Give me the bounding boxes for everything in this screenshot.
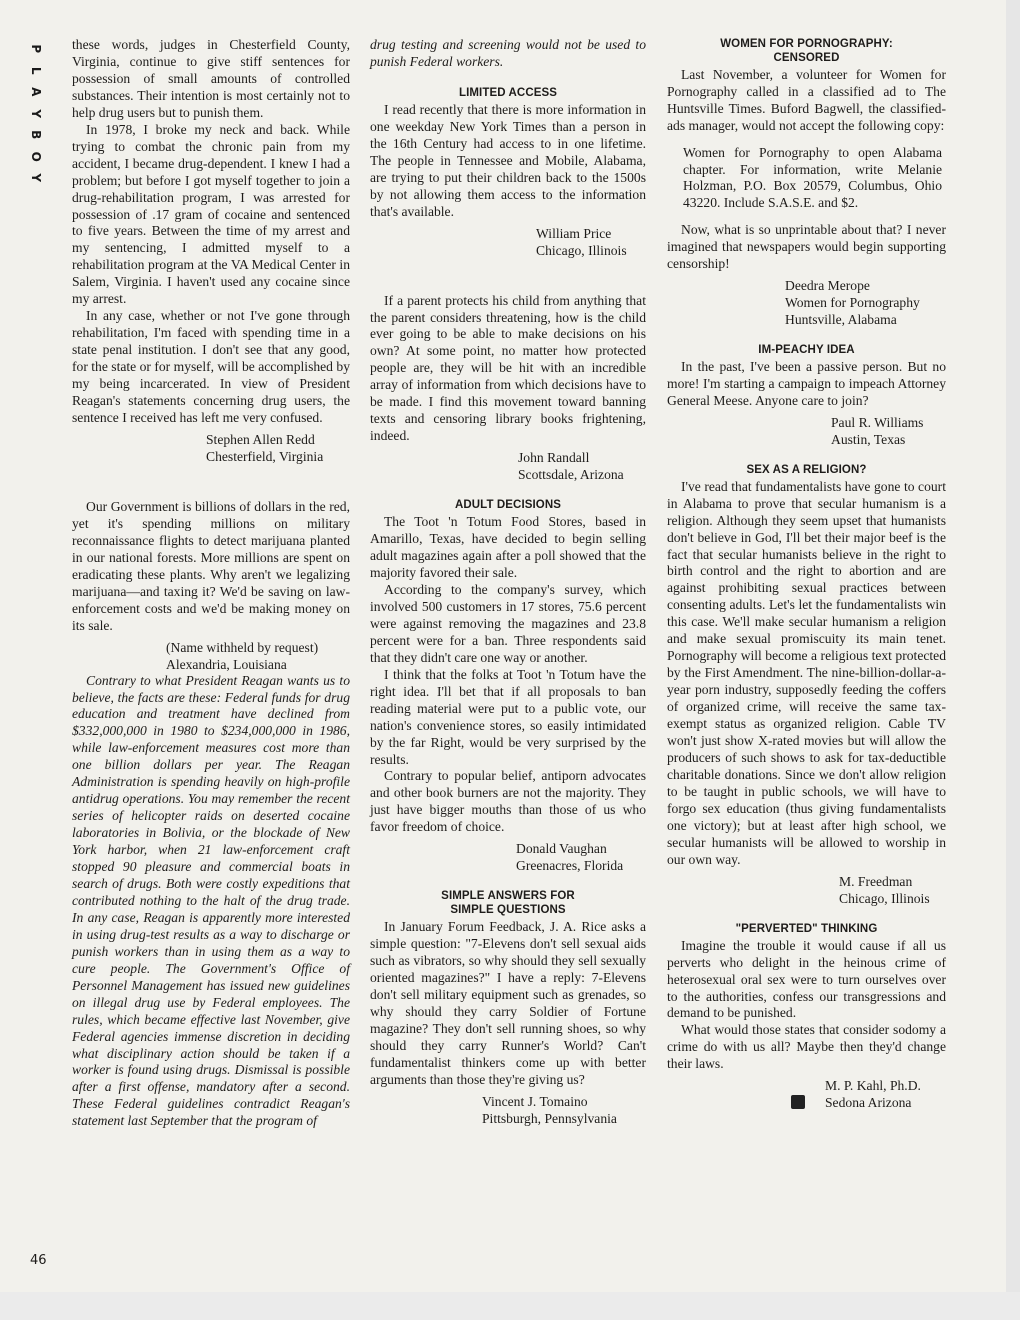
column-3 [667, 37, 946, 1112]
spacer [72, 465, 350, 499]
signature-place: Scottsdale, Arizona [518, 467, 624, 483]
page-bottom-edge [0, 1292, 1020, 1320]
signature-place: Austin, Texas [831, 431, 906, 447]
section-heading: IM-PEACHY IDEA [758, 343, 855, 356]
signature-place: Huntsville, Alabama [785, 311, 897, 327]
letter-signature [667, 873, 946, 907]
letter-signature [370, 449, 646, 483]
section-heading: SEX AS A RELIGION? [746, 463, 867, 476]
signature-name: Stephen Allen Redd [206, 431, 315, 447]
section-heading: LIMITED ACCESS [458, 86, 558, 99]
letter-paragraph: I've read that fundamentalists have gone to court in Alabama to prove that secular humanism is a religion. Although they seem upset that humanists don't believe in God, I'll bet their major beef is the fact that secular humanists believe in the right to birth control and the right to abortion and are against prohibiting sexual practices between consenting adults. Let's let the fundamentalists win this case. We'll make secular humanism a religion and make sexual promiscuity its main tenet. Pornography will become a religious text protected by the First Amendment. The nine-billion-dollar-a-year porn industry, supposedly feeding the coffers of organized crime, will receive the same tax-exempt status as organized religion. Cable TV won't just show X-rated movies but will allow the producers of such shows to ask for tax-deductible charitable donations. Since we don't allow religion to be taught in public schools, we will have to forgo sex education (thus giving fundamentalists one victory); but at least after high school, we secular humanists will be allowed to worship in our own way. [667, 478, 946, 867]
signature-place: Chesterfield, Virginia [206, 448, 324, 464]
signature-name: (Name withheld by request) [166, 639, 319, 655]
spacer [370, 259, 646, 293]
letter-signature [370, 225, 646, 259]
letter-paragraph: What would those states that consider sodomy a crime do with us all? Maybe then they'd change their laws. [667, 1022, 946, 1072]
letter-paragraph: Imagine the trouble it would cause if all us perverts who delight in the heinous crime of heterosexual oral sex were to turn ourselves over to the authorities, confess our transgressions and demand to be punished. [667, 937, 946, 1021]
letter-paragraph: I think that the folks at Toot 'n Totum have the right idea. I'll bet that if all proposals to ban reading material were put to a public vote, our nation's convenience stores, so easily intimidated by the far Right, would be very surprised by the results. [370, 666, 646, 767]
letter-paragraph: In January Forum Feedback, J. A. Rice asks a simple question: "7-Elevens don't sell sexual aids such as vibrators, so why should they sell sexually oriented magazines?" I have a reply: 7-Elevens don't sell military equipment such as grenades, so why should they carry Soldier of Fortune magazine? They don't sell running shoes, so why should they carry Runner's World? Can't fundamentalist thinkers come up with better arguments than those they're giving us? [370, 919, 646, 1087]
signature-place-text: Sedona Arizona [825, 1095, 912, 1111]
section-heading: "PERVERTED" THINKING [735, 922, 878, 935]
signature-place: Pittsburgh, Pennsylvania [482, 1110, 617, 1126]
section-heading-line: WOMEN FOR PORNOGRAPHY: [720, 38, 893, 50]
classified-ad-copy: Women for Pornography to open Alabama chapter. For information, write Melanie Holzman, P.O. Box 20579, Columbus, Ohio 43220. Include S.A.S.E. and $2. [683, 144, 942, 211]
page-number: 46 [30, 1253, 47, 1268]
masthead [26, 38, 44, 189]
signature-name: William Price [536, 225, 612, 241]
signature-name: Paul R. Williams [831, 414, 924, 430]
masthead-letter: Y [28, 108, 43, 118]
signature-place: Chicago, Illinois [536, 242, 627, 258]
page-edge [1006, 0, 1020, 1320]
signature-place: Greenacres, Florida [516, 858, 624, 874]
letter-paragraph: Our Government is billions of dollars in the red, yet it's spending millions on military reconnaissance flights to detect marijuana planted in our national forests. More millions are spent on eradicating these plants. Why aren't we legalizing marijuana—and taxing it? We'd be saving on law-enforcement costs and we'd be making money on its sale. [72, 498, 350, 633]
signature-name: M. Freedman [839, 873, 913, 889]
masthead-letter: O [28, 151, 43, 162]
signature-place: Alexandria, Louisiana [166, 656, 287, 672]
section-heading: ADULT DECISIONS [454, 499, 562, 512]
letter-paragraph: If a parent protects his child from anything that the parent considers threatening, how is the child ever going to be able to make decisions on his own? At some point, no matter how protected people are, they will be hit with an incredible array of information from which decisions have to be made. I find this movement toward banning texts and censoring library books frightening, indeed. [370, 292, 646, 444]
masthead-letter: L [28, 66, 43, 75]
letter-signature [667, 414, 946, 448]
letter-paragraph: these words, judges in Chesterfield County, Virginia, continue to give stiff sentences for possession of small amounts of controlled substances. Their intention is most certainly not to help drug users but to punish them. [72, 37, 350, 120]
section-heading-line: SIMPLE QUESTIONS [450, 904, 566, 917]
letter-signature [667, 277, 946, 328]
section-heading [667, 37, 946, 65]
letter-signature [72, 431, 350, 465]
masthead-letter: A [28, 87, 43, 97]
letter-paragraph: According to the company's survey, which involved 500 customers in 17 stores, 75.6 percent were against removing the magazines and 23.8 percent were for a ban. Three respondents said that they didn't care one way or another. [370, 581, 646, 665]
letter-signature [370, 1093, 646, 1127]
masthead-letters [26, 38, 44, 189]
letter-paragraph: Contrary to popular belief, antiporn advocates and other book burners are not the majority. They just have bigger mouths than those of us who favor freedom of choice. [370, 768, 646, 835]
masthead-letter: Y [28, 173, 43, 183]
signature-name: M. P. Kahl, Ph.D. [825, 1078, 921, 1094]
signature-place: Chicago, Illinois [839, 890, 930, 906]
column-2 [370, 37, 646, 1127]
letter-paragraph: Last November, a volunteer for Women for Pornography called in a classified ad to The Huntsville Times. Buford Bagwell, the classified-ads manager, would not accept the following copy: [667, 67, 946, 133]
section-heading [370, 889, 646, 917]
editor-response: Contrary to what President Reagan wants us to believe, the facts are these: Federal funds for drug education and treatment have declined from $332,000,000 in 1980 to $234,000,000 in 1986, while law-enforcement measures cost more than one billion dollars per year. The Reagan Administration is spending heavily on high-profile antidrug operations. You may remember the recent series of helicopter raids on deserted cocaine laboratories in Bolivia, or the blockade of New York harbor, when 21 law-enforcement craft stopped 90 pleasure and commercial boats in search of drugs. Both were costly expeditions that contributed nothing to the halt of the drug trade. In any case, Reagan is apparently more interested in using drug-test results as a way to discharge or punish workers than in using them as a way to cure people. The Government's Office of Personnel Management has issued new guidelines on illegal drug use by Federal employees. The rules, which became effective last November, give Federal agencies immense discretion in deciding what disciplinary action should be taken if a worker is found using drugs. Dismissal is possible after a first offense, mandatory after a second. These Federal guidelines contradict Reagan's statement last September that the program of [72, 672, 350, 1129]
signature-name: Deedra Merope [785, 277, 870, 293]
signature-name: John Randall [518, 450, 590, 466]
section-heading-line: SIMPLE ANSWERS FOR [441, 890, 575, 903]
signature-name: Donald Vaughan [516, 841, 607, 857]
signature-name: Vincent J. Tomaino [482, 1093, 588, 1109]
letter-paragraph: In 1978, I broke my neck and back. While trying to combat the chronic pain from my accident, I became drug-dependent. I knew I had a problem; but before I got myself together to join a drug-rehabilitation program, I was arrested for possession of .17 gram of cocaine and sentenced to five years. Between the time of my arrest and my sentencing, I admitted myself to a rehabilitation program at the VA Medical Center in Salem, Virginia. I haven't used any cocaine since my arrest. [72, 121, 350, 307]
masthead-letter: B [28, 130, 43, 140]
rabbit-head-icon [791, 1095, 805, 1109]
letter-paragraph: In the past, I've been a passive person. But no more! I'm starting a campaign to impeach Attorney General Meese. Anyone care to join? [667, 358, 946, 408]
editor-response-continued: drug testing and screening would not be used to punish Federal workers. [370, 37, 646, 69]
letter-signature [370, 840, 646, 874]
letter-paragraph: I read recently that there is more information in one weekday New York Times than a person in the 16th Century had access to in one lifetime. The people in Tennessee and Mobile, Alabama, are trying to put their children back to the 1500s by not allowing them access to the information that's available. [370, 101, 646, 219]
letter-paragraph: The Toot 'n Totum Food Stores, based in Amarillo, Texas, have decided to begin selling adult magazines again after a poll showed that the majority favored their sale. [370, 514, 646, 581]
signature-org: Women for Pornography [785, 294, 920, 310]
letter-paragraph: In any case, whether or not I've gone through rehabilitation, I'm faced with spending time in a state penal institution. I don't see that any good, for the state or for myself, will be accomplished by my being incarcerated. In view of President Reagan's statements concerning drug users, the sentence I received has left me very confused. [72, 308, 350, 425]
column-1 [72, 37, 350, 1130]
letter-paragraph: Now, what is so unprintable about that? I never imagined that newspapers would begin supporting censorship! [667, 222, 946, 271]
letter-signature [72, 639, 350, 673]
masthead-letter: P [28, 44, 43, 54]
section-heading-line: CENSORED [773, 52, 840, 64]
